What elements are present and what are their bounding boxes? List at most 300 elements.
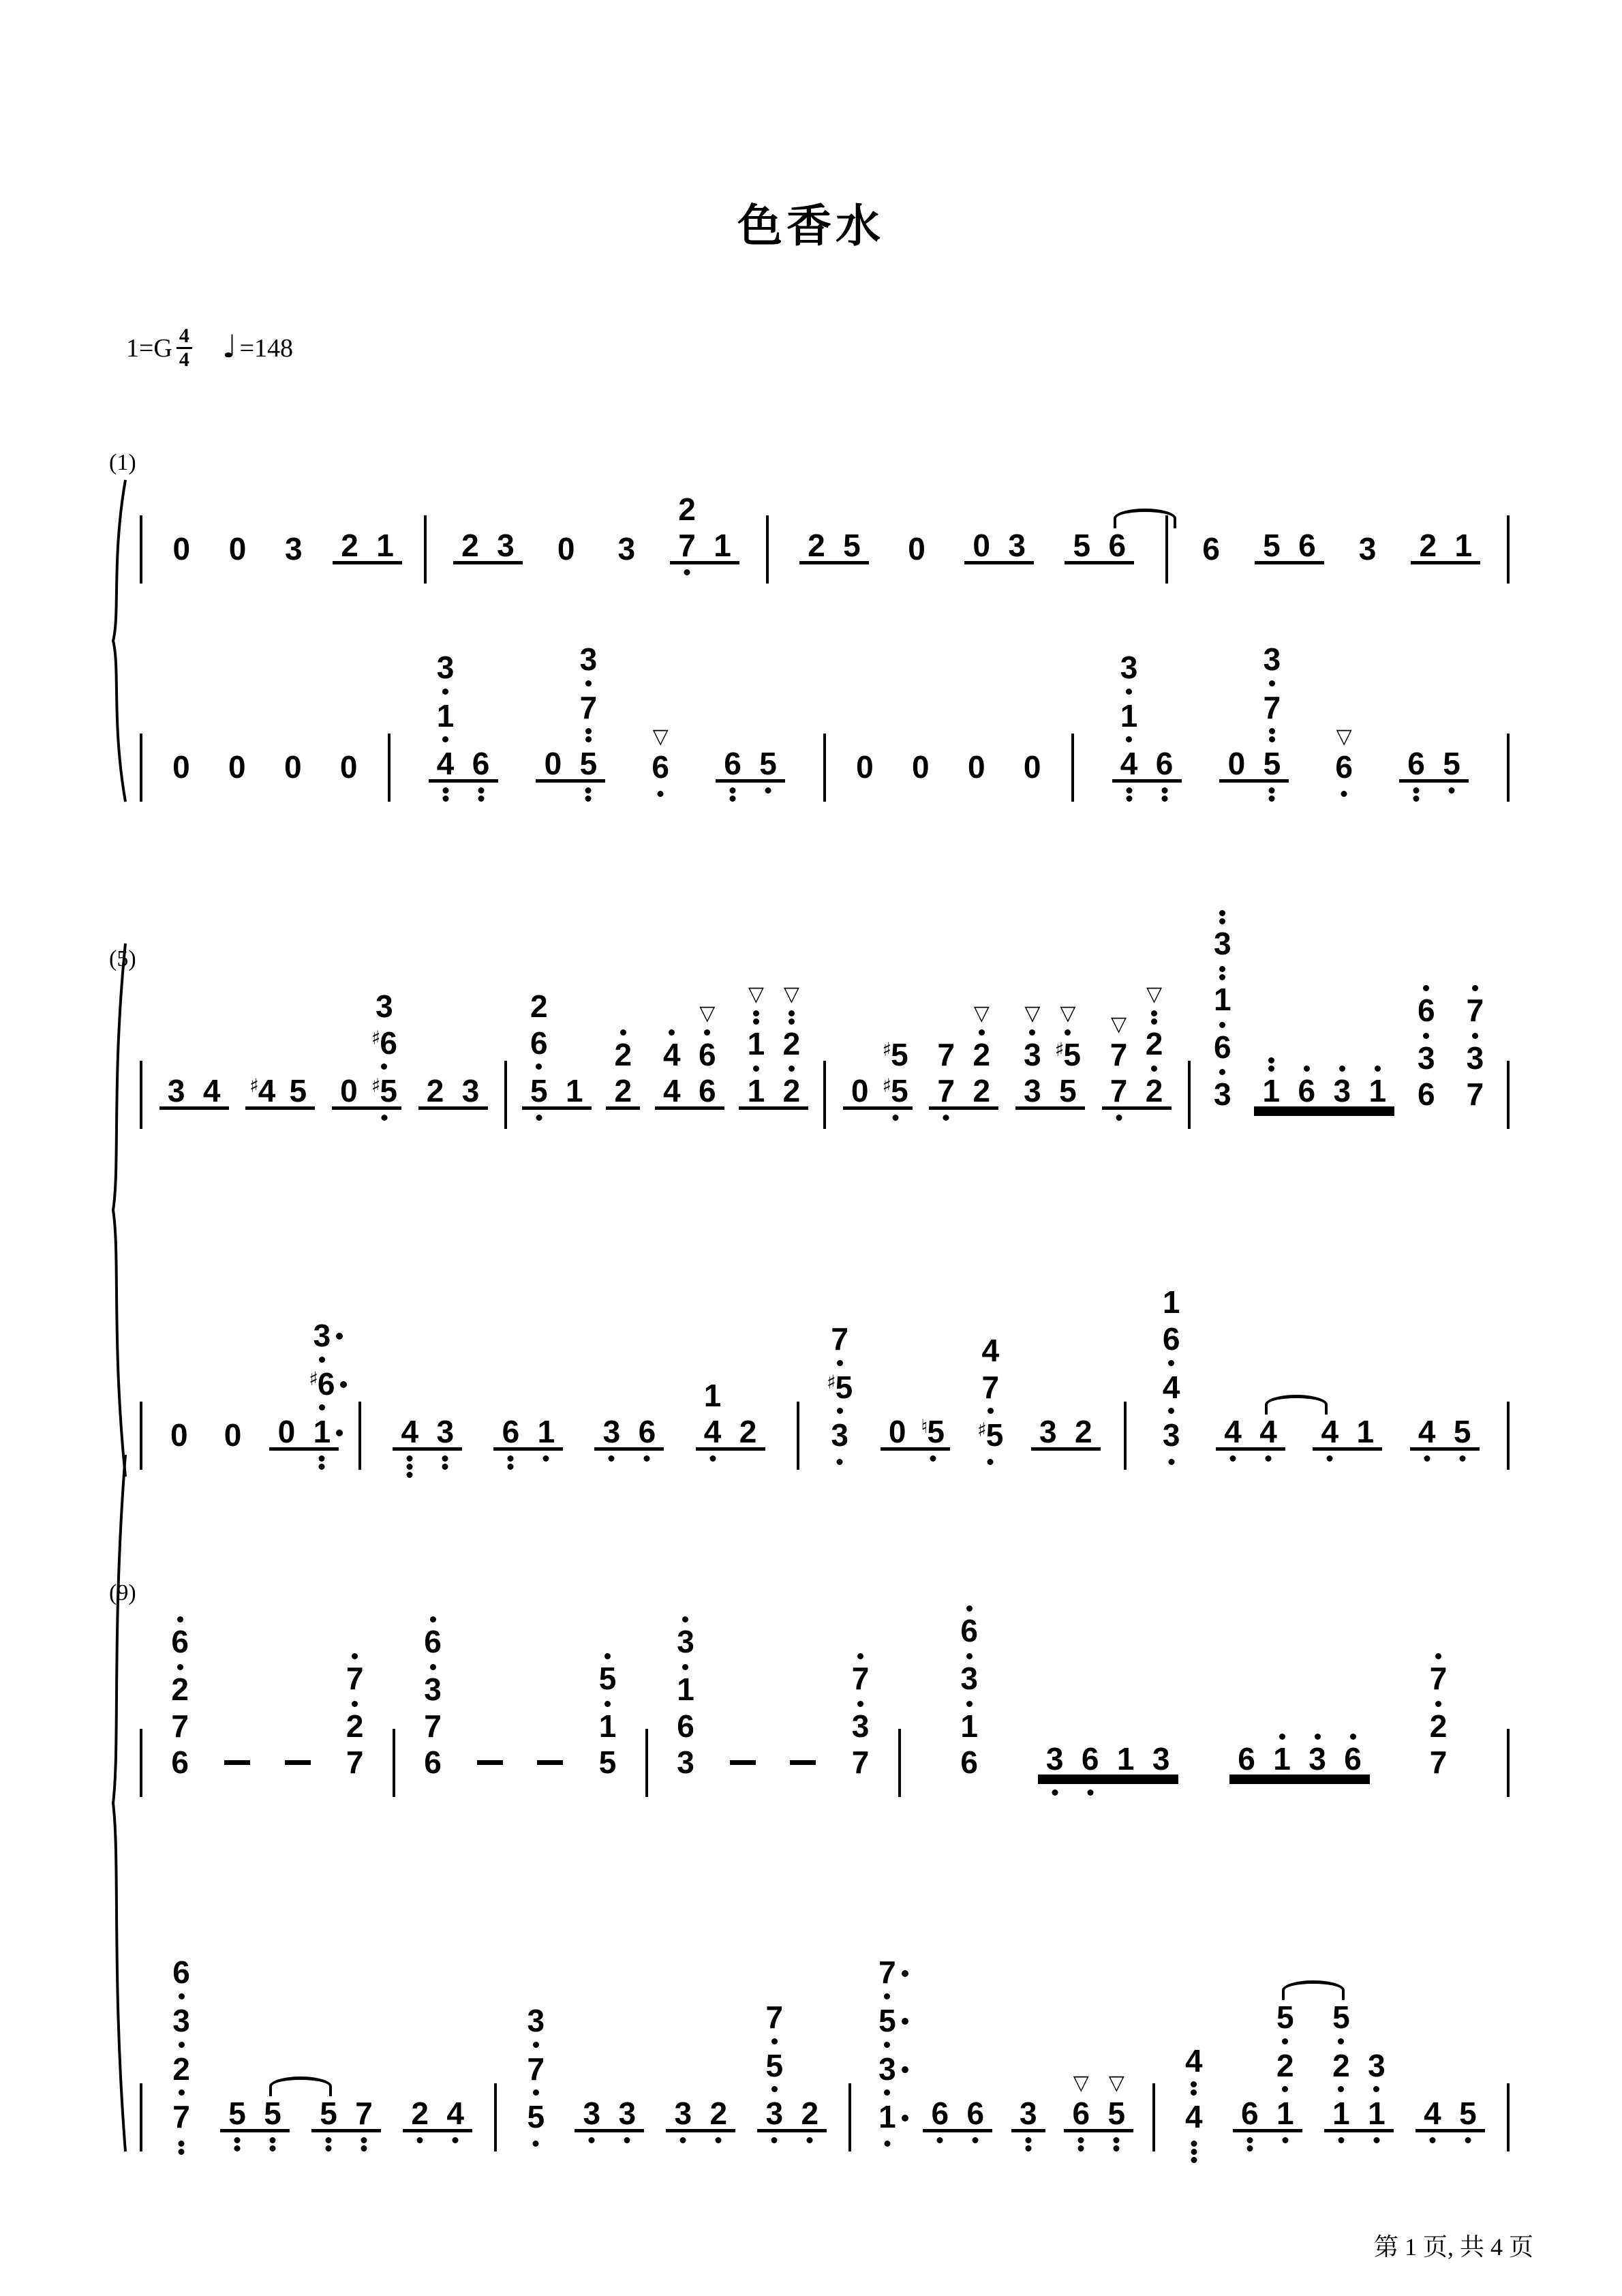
note-digit: 5 bbox=[1443, 746, 1460, 782]
chord-note bbox=[748, 1010, 765, 1059]
note bbox=[740, 982, 771, 1109]
note-digit-row bbox=[424, 1624, 442, 1660]
measure bbox=[1155, 1999, 1507, 2135]
augmentation-dot bbox=[902, 1970, 908, 1977]
note-digit: 2 bbox=[1332, 2047, 1350, 2083]
note-digit: 2 bbox=[461, 528, 479, 564]
note bbox=[221, 2096, 253, 2132]
octave-dots bbox=[1191, 2079, 1197, 2096]
rest-digit: 0 bbox=[1023, 749, 1041, 785]
note-digit: 3 bbox=[1333, 1073, 1351, 1109]
note-digit: 7 bbox=[878, 1954, 896, 1991]
note-digit: 2 bbox=[801, 2096, 819, 2132]
chord-note bbox=[1214, 1022, 1231, 1063]
chord-note bbox=[1214, 966, 1231, 1015]
octave-dot bbox=[1114, 2145, 1120, 2151]
octave-dots bbox=[179, 2087, 185, 2096]
note-digit-row bbox=[1276, 1999, 1294, 2035]
note bbox=[1146, 1741, 1177, 1777]
note-digit-row bbox=[172, 2099, 190, 2135]
note-digit-row bbox=[1309, 1741, 1326, 1777]
page-number: 第 1 页, 共 4 页 bbox=[1373, 2233, 1533, 2261]
chord-note bbox=[878, 2002, 896, 2048]
beam-group bbox=[311, 2096, 381, 2132]
beam-group bbox=[403, 2096, 472, 2132]
octave-dots bbox=[680, 2135, 686, 2143]
octave-dot bbox=[1339, 1066, 1345, 1072]
chord-note bbox=[1430, 1701, 1448, 1742]
held-note-dash bbox=[477, 1760, 503, 1765]
octave-dot bbox=[1219, 966, 1225, 972]
note-cell bbox=[801, 2096, 819, 2132]
note-digit: 1 bbox=[1368, 1073, 1387, 1109]
accent-triangle-icon: ▽ bbox=[1108, 2071, 1124, 2096]
note bbox=[313, 2096, 344, 2132]
note-digit-row bbox=[527, 2051, 545, 2087]
note-digit: 4 bbox=[1418, 1414, 1436, 1450]
octave-dot bbox=[1029, 1029, 1035, 1036]
rest-digit: 0 bbox=[228, 749, 246, 785]
note-digit: 1 bbox=[747, 1073, 765, 1109]
note-digit-row bbox=[699, 1036, 716, 1072]
note-cell bbox=[219, 1760, 256, 1778]
chord-note bbox=[172, 1954, 190, 1999]
note-digit: 3 bbox=[1024, 1073, 1041, 1109]
note-digit: 3 bbox=[1213, 926, 1231, 962]
octave-dot bbox=[177, 1664, 183, 1670]
note-digit: 7 bbox=[527, 2051, 545, 2087]
note-digit: 5 bbox=[1276, 1999, 1294, 2035]
rest-digit: 0 bbox=[277, 1414, 296, 1450]
chord-note bbox=[1276, 1999, 1294, 2044]
octave-dots bbox=[1282, 2135, 1288, 2143]
chord-note bbox=[703, 1377, 722, 1413]
chord-note bbox=[783, 1010, 801, 1059]
octave-dot bbox=[179, 2042, 185, 2048]
note-digit: 2 bbox=[1429, 1708, 1448, 1744]
note bbox=[1101, 2071, 1132, 2132]
note-cell bbox=[1185, 2099, 1203, 2135]
beat-group bbox=[1458, 985, 1492, 1113]
octave-dot bbox=[1219, 974, 1225, 980]
chord-note bbox=[882, 1036, 908, 1072]
octave-dot bbox=[585, 728, 592, 734]
system1-bass-staff bbox=[140, 428, 1510, 783]
note-digit: 6 bbox=[1213, 1029, 1231, 1065]
note-digit: 2 bbox=[1145, 1073, 1163, 1109]
octave-dot bbox=[1246, 2145, 1253, 2151]
note-cell bbox=[677, 1744, 694, 1781]
note bbox=[1326, 1999, 1357, 2132]
note-digit-row bbox=[1332, 2096, 1350, 2132]
chord-note bbox=[172, 2002, 190, 2048]
note-digit-row bbox=[313, 1317, 331, 1353]
note-digit-row bbox=[1162, 1284, 1180, 1320]
rest-digit: 0 bbox=[340, 1073, 358, 1109]
octave-dots bbox=[533, 2040, 539, 2048]
octave-dot bbox=[1282, 2086, 1288, 2092]
note bbox=[369, 988, 400, 1109]
note-digit: 5 bbox=[320, 2096, 337, 2132]
octave-dot bbox=[1168, 1408, 1174, 1414]
tie-arc bbox=[1265, 1395, 1328, 1415]
quarter-note-icon: ♩ bbox=[221, 327, 237, 365]
note-digit-row bbox=[527, 2099, 545, 2135]
beam-group bbox=[1011, 2096, 1045, 2132]
octave-dots bbox=[1168, 1358, 1174, 1366]
octave-dot bbox=[884, 1993, 890, 1999]
system2-brace bbox=[108, 941, 128, 1479]
note-digit: 6 bbox=[652, 749, 670, 785]
note-digit: 4 bbox=[446, 2096, 464, 2132]
octave-dots bbox=[771, 2036, 778, 2044]
octave-dot bbox=[179, 1993, 185, 1999]
chord-note bbox=[1467, 1033, 1484, 1074]
note-digit-row bbox=[618, 2096, 637, 2132]
note-cell bbox=[1152, 1741, 1170, 1777]
octave-dots bbox=[533, 2139, 539, 2147]
note-digit: 5 bbox=[843, 528, 861, 564]
note-cell bbox=[618, 2096, 637, 2132]
octave-dot bbox=[1435, 1701, 1441, 1707]
octave-dot bbox=[753, 1010, 759, 1016]
octave-dot bbox=[1279, 1734, 1285, 1740]
note-digit: 7 bbox=[765, 1999, 784, 2035]
octave-dot bbox=[1375, 1066, 1381, 1072]
note-digit-row bbox=[171, 1744, 189, 1781]
note-digit-row bbox=[677, 1744, 694, 1781]
note-digit-row bbox=[172, 2002, 190, 2038]
rest-digit: 0 bbox=[888, 1414, 906, 1450]
note-digit: 2 bbox=[973, 1036, 991, 1072]
note-digit-row bbox=[1368, 2047, 1386, 2083]
note-digit-row bbox=[827, 1369, 853, 1405]
note bbox=[1110, 1741, 1142, 1777]
chord-note bbox=[615, 1029, 632, 1070]
octave-dot bbox=[669, 1029, 675, 1036]
beam-group bbox=[220, 2096, 290, 2132]
octave-dot bbox=[682, 1616, 688, 1622]
note-digit-row bbox=[1424, 2096, 1441, 2132]
note-digit: 6 bbox=[171, 1624, 189, 1660]
note-digit: 6 bbox=[171, 1744, 189, 1781]
note-digit: 4 bbox=[1185, 2042, 1203, 2079]
note-digit: 1 bbox=[313, 1414, 331, 1450]
octave-dot bbox=[857, 1701, 863, 1707]
measure bbox=[826, 984, 1188, 1110]
octave-dot bbox=[1191, 2157, 1197, 2163]
octave-dots bbox=[1246, 2135, 1253, 2151]
octave-dot bbox=[884, 2089, 890, 2096]
chord-note bbox=[1120, 649, 1138, 695]
note-digit-row bbox=[878, 2051, 896, 2087]
accent-triangle-icon: ▽ bbox=[1024, 1001, 1041, 1025]
note-digit: 3 bbox=[1466, 1040, 1484, 1076]
note-digit: 1 bbox=[714, 528, 731, 564]
octave-dot bbox=[1065, 1029, 1071, 1036]
octave-dot bbox=[884, 2141, 890, 2147]
note-digit-row bbox=[598, 1708, 617, 1744]
note-digit-row bbox=[355, 2096, 373, 2132]
note-digit-row bbox=[530, 1025, 548, 1061]
note bbox=[1052, 1001, 1084, 1109]
chord-note bbox=[878, 2051, 896, 2096]
note-digit: 1 bbox=[1332, 2096, 1350, 2132]
note-digit-row bbox=[1054, 1036, 1081, 1072]
beat-group bbox=[217, 1760, 257, 1778]
chord-note bbox=[852, 1653, 870, 1694]
note-digit-row bbox=[1418, 1040, 1435, 1076]
note-digit-row bbox=[1185, 2042, 1203, 2079]
note-cell bbox=[527, 2099, 545, 2135]
note bbox=[576, 2096, 607, 2132]
note-digit: 7 bbox=[1263, 689, 1281, 725]
measure bbox=[1191, 910, 1507, 1113]
sharp-icon: ♯ bbox=[371, 1074, 381, 1098]
system3-melody-staff bbox=[140, 1423, 1510, 1781]
octave-dots bbox=[1219, 966, 1225, 982]
beam-group bbox=[1324, 1999, 1394, 2132]
octave-dot bbox=[1338, 2038, 1344, 2044]
note-digit-row bbox=[663, 1036, 681, 1072]
note-digit: 5 bbox=[985, 1417, 1004, 1453]
note bbox=[348, 2096, 380, 2132]
octave-dots bbox=[270, 2135, 276, 2151]
note-digit: 3 bbox=[436, 1414, 455, 1450]
note-digit-row bbox=[376, 988, 393, 1024]
note-digit: 6 bbox=[1238, 1741, 1255, 1777]
note bbox=[1452, 2096, 1484, 2132]
note-cell bbox=[446, 2096, 464, 2132]
chord-note bbox=[1332, 2047, 1350, 2093]
octave-dots bbox=[234, 2135, 241, 2151]
beam-group bbox=[1233, 1999, 1302, 2132]
note bbox=[1266, 1734, 1298, 1777]
note-digit-row bbox=[1466, 992, 1484, 1028]
note-digit: 6 bbox=[699, 1036, 716, 1072]
held-note-dash bbox=[285, 1760, 311, 1765]
accent-triangle-icon: ▽ bbox=[699, 1001, 716, 1025]
measure bbox=[142, 1616, 393, 1781]
octave-dots bbox=[442, 734, 448, 742]
held-note-dash bbox=[537, 1760, 563, 1765]
rest-digit: 0 bbox=[224, 1417, 242, 1453]
octave-dots bbox=[1338, 2135, 1344, 2143]
note-digit-row bbox=[1238, 1741, 1255, 1777]
note-digit: 7 bbox=[937, 1036, 955, 1072]
note-digit-row bbox=[320, 2096, 337, 2132]
octave-dot bbox=[533, 2042, 539, 2048]
note-digit: 5 bbox=[1263, 746, 1281, 782]
note bbox=[1065, 2071, 1097, 2132]
octave-dots bbox=[753, 1010, 759, 1027]
octave-dot bbox=[442, 689, 448, 695]
chord-note bbox=[878, 1954, 896, 1999]
sharp-icon: ♯ bbox=[827, 1370, 836, 1393]
chord-note bbox=[579, 689, 598, 743]
beat-group bbox=[952, 1605, 986, 1781]
octave-dot bbox=[179, 2149, 185, 2155]
octave-dot bbox=[1219, 1022, 1225, 1028]
note-digit: 1 bbox=[565, 1073, 583, 1109]
note-digit: 6 bbox=[1081, 1741, 1099, 1777]
octave-dot bbox=[624, 2137, 630, 2143]
note-digit: 5 bbox=[598, 1744, 617, 1781]
chord-note bbox=[1162, 1320, 1180, 1366]
note-digit: 3 bbox=[583, 2096, 601, 2132]
chord-note bbox=[424, 1708, 442, 1744]
note-cell bbox=[1459, 2096, 1477, 2132]
octave-dot bbox=[430, 1664, 436, 1670]
chord-note bbox=[1055, 1029, 1081, 1070]
octave-dot bbox=[533, 2141, 539, 2147]
note-digit-row bbox=[614, 1036, 632, 1072]
chord-note bbox=[960, 1605, 978, 1649]
rest-digit: 0 bbox=[170, 1417, 188, 1453]
octave-dots bbox=[1219, 910, 1225, 926]
note-digit-row bbox=[530, 988, 548, 1024]
note-digit: 1 bbox=[878, 2099, 896, 2135]
octave-dot bbox=[1268, 1066, 1274, 1072]
octave-dots bbox=[1126, 686, 1132, 695]
note-digit: 4 bbox=[1224, 1414, 1242, 1450]
chord-note bbox=[171, 1708, 189, 1744]
octave-dots bbox=[1338, 2036, 1344, 2044]
note-digit: 3 bbox=[765, 2096, 784, 2132]
note-digit: 3 bbox=[1263, 641, 1281, 677]
octave-dots bbox=[179, 2040, 185, 2048]
octave-dot bbox=[1219, 1069, 1225, 1075]
note-digit: 5 bbox=[1459, 2096, 1477, 2132]
octave-dot bbox=[1373, 2137, 1379, 2143]
note-cell bbox=[532, 1760, 568, 1778]
note bbox=[520, 2002, 551, 2135]
note bbox=[339, 1653, 371, 1781]
octave-dot bbox=[807, 2137, 813, 2143]
augmentation-dot bbox=[340, 1381, 347, 1388]
note-digit: 4 bbox=[1120, 746, 1138, 782]
note-digit: 5 bbox=[530, 1073, 548, 1109]
octave-dots bbox=[536, 1061, 542, 1070]
note bbox=[776, 982, 807, 1109]
octave-dot bbox=[417, 2137, 423, 2143]
note-digit: 4 bbox=[1162, 1369, 1180, 1405]
note-digit-row bbox=[831, 1320, 848, 1357]
note-digit-row bbox=[1116, 1741, 1135, 1777]
chord-note bbox=[663, 1029, 681, 1070]
note-digit: 5 bbox=[927, 1414, 945, 1450]
octave-dot bbox=[1304, 1066, 1310, 1072]
note-digit-row bbox=[677, 1624, 694, 1660]
note-cell bbox=[355, 2096, 373, 2132]
note-digit: 5 bbox=[1107, 2096, 1126, 2132]
octave-dots bbox=[319, 1355, 325, 1363]
chord-note bbox=[827, 1369, 853, 1415]
note bbox=[1013, 2096, 1044, 2132]
note-cell bbox=[583, 2096, 601, 2132]
note-digit: 5 bbox=[264, 2096, 281, 2132]
octave-dots bbox=[884, 2087, 890, 2096]
rest-digit: 0 bbox=[912, 749, 930, 785]
accent-triangle-icon: ▽ bbox=[748, 982, 764, 1006]
held-note-dash bbox=[224, 1760, 250, 1765]
note-digit-row bbox=[765, 1999, 784, 2035]
note-digit: 6 bbox=[1241, 2096, 1259, 2132]
note-cell bbox=[172, 2099, 190, 2135]
note-digit: 7 bbox=[851, 1660, 870, 1696]
chord-note bbox=[699, 1029, 716, 1070]
note-digit: 7 bbox=[1110, 1073, 1128, 1109]
octave-dot bbox=[771, 2038, 778, 2044]
chord-note bbox=[346, 1653, 364, 1694]
note bbox=[1361, 2047, 1392, 2132]
octave-dot bbox=[1472, 1033, 1478, 1039]
note-digit: 5 bbox=[878, 2002, 896, 2038]
octave-dots bbox=[1078, 2135, 1084, 2151]
note-digit-row bbox=[172, 2051, 190, 2087]
note-digit: 5 bbox=[579, 746, 598, 782]
note-cell bbox=[1107, 2096, 1126, 2132]
rest-digit: 0 bbox=[544, 746, 562, 782]
note-digit-row bbox=[1276, 2047, 1294, 2083]
note-digit: 1 bbox=[1262, 1073, 1281, 1109]
note-digit: 5 bbox=[765, 2047, 784, 2083]
note-digit: 1 bbox=[1213, 981, 1231, 1017]
note-digit-row bbox=[960, 1660, 978, 1696]
beam-group bbox=[1102, 984, 1172, 1110]
sharp-icon: ♯ bbox=[882, 1038, 892, 1061]
note bbox=[1231, 1741, 1262, 1777]
note-digit: 1 bbox=[537, 1414, 555, 1450]
note-digit: 7 bbox=[1110, 1036, 1128, 1072]
chord-note bbox=[831, 1320, 848, 1366]
octave-dot bbox=[605, 1701, 611, 1707]
note-digit-row bbox=[583, 2096, 601, 2132]
note-digit: 3 bbox=[313, 1317, 331, 1353]
system2-melody-staff bbox=[140, 755, 1510, 1113]
octave-dots bbox=[417, 2135, 423, 2143]
octave-dots bbox=[1429, 2135, 1435, 2143]
note bbox=[1459, 985, 1490, 1113]
note bbox=[404, 2096, 435, 2132]
note-digit: 3 bbox=[527, 2002, 545, 2038]
note bbox=[1207, 910, 1238, 1113]
beat-group bbox=[338, 1653, 372, 1781]
note-digit: 1 bbox=[677, 1671, 694, 1707]
note-cell bbox=[320, 2096, 337, 2132]
octave-dot bbox=[1269, 736, 1275, 742]
chord-note bbox=[436, 697, 455, 743]
chord-note bbox=[171, 1616, 189, 1660]
measure-label-1: (1) bbox=[109, 450, 136, 475]
octave-dot bbox=[270, 2137, 276, 2143]
note-digit-row bbox=[264, 2096, 281, 2132]
note-digit: 6 bbox=[530, 1025, 548, 1061]
rest-digit: 0 bbox=[172, 531, 191, 567]
note-digit: 4 bbox=[436, 746, 455, 782]
note-digit: 6 bbox=[1072, 2096, 1090, 2132]
measure-label-5: (5) bbox=[109, 946, 136, 971]
octave-dots bbox=[326, 2135, 332, 2151]
note-digit-row bbox=[1429, 1708, 1448, 1744]
octave-dot bbox=[973, 2137, 979, 2143]
note-digit: 4 bbox=[981, 1332, 1000, 1368]
note bbox=[166, 1954, 197, 2135]
chord-note bbox=[1162, 1369, 1180, 1415]
octave-dot bbox=[352, 1701, 358, 1707]
octave-dot bbox=[326, 2137, 332, 2143]
octave-dot bbox=[837, 1408, 843, 1414]
